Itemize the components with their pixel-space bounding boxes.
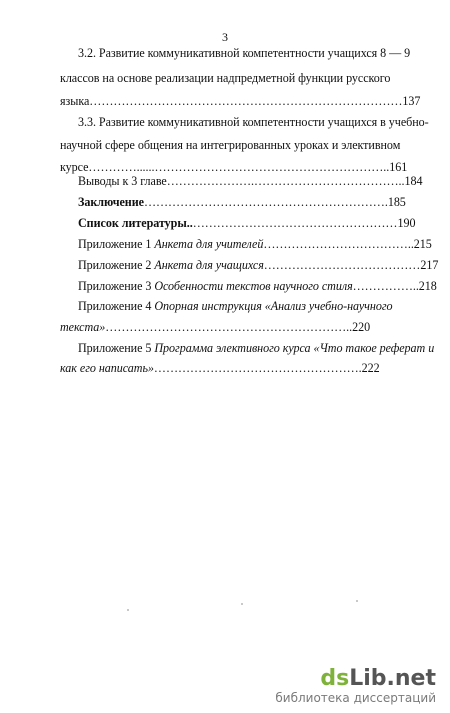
- watermark-logo-lib: Lib: [349, 666, 387, 691]
- appendix-2-dots: …………………………………217: [263, 258, 439, 272]
- toc-entry-3-2-line-1: 3.2. Развитие коммуникативной компетентности учащихся 8 — 9: [78, 46, 411, 60]
- watermark-subtitle: библиотека диссертаций: [275, 691, 436, 705]
- appendix-1-prefix: Приложение 1: [78, 237, 155, 251]
- appendix-5-title-part2: как его написать»: [60, 361, 154, 375]
- appendix-3-dots: ……………..218: [352, 279, 437, 293]
- toc-entry-conclusion: [78, 195, 406, 210]
- appendix-4-title-part1: Опорная инструкция «Анализ учебно-научного: [154, 299, 393, 313]
- toc-entry-bibliography: [78, 216, 416, 231]
- toc-entry-3-3-line-2: научной сфере общения на интегрированных уроках и элективном: [60, 138, 401, 152]
- scan-speck: [356, 600, 358, 602]
- toc-entry-appendix-5-line-2: [60, 361, 388, 376]
- appendix-3-prefix: Приложение 3: [78, 279, 155, 293]
- watermark: [275, 667, 436, 705]
- watermark-logo-ds: ds: [320, 666, 350, 691]
- toc-entry-3-3-line-1: 3.3. Развитие коммуникативной компетентности учащихся в учебно-: [78, 115, 429, 129]
- appendix-5-prefix: Приложение 5: [78, 341, 155, 355]
- conclusion-label: Заключение: [78, 195, 144, 209]
- appendix-4-dots: ……………………………………………………..220: [105, 320, 371, 334]
- bibliography-label: Список литературы..: [78, 216, 193, 230]
- appendix-5-dots: …………………………………………….222: [153, 361, 380, 375]
- toc-entry-appendix-3: [78, 279, 437, 294]
- watermark-logo: [275, 667, 436, 691]
- toc-entry-appendix-2: [78, 258, 439, 273]
- appendix-4-title-part2: текста»: [60, 320, 106, 334]
- toc-entry-appendix-1: [78, 237, 432, 252]
- toc-entry-appendix-4-line-1: [78, 299, 393, 314]
- scan-speck: [241, 603, 243, 605]
- toc-entry-appendix-5-line-1: [78, 341, 435, 356]
- appendix-4-prefix: Приложение 4: [78, 299, 155, 313]
- scan-speck: [127, 609, 129, 611]
- appendix-1-dots: ………………………………..215: [263, 237, 432, 251]
- appendix-2-title: Анкета для учащихся: [154, 258, 264, 272]
- appendix-5-title-part1: Программа элективного курса «Что такое реферат и: [154, 341, 435, 355]
- bibliography-dots: ……………………………………………190: [192, 216, 416, 230]
- toc-entry-appendix-4-line-2: [60, 320, 388, 335]
- appendix-3-title: Особенности текстов научного стиля: [154, 279, 353, 293]
- page-number: 3: [222, 30, 228, 44]
- toc-entry-3-2-line-3: языка……………………………………………………………………137: [60, 94, 421, 108]
- toc-entry-3-3-line-3: курсе…………......…………………………………………………..161: [60, 160, 408, 174]
- toc-entry-conclusions-ch3: Выводы к 3 главе………………….………………………………..184: [78, 174, 423, 188]
- conclusion-dots: …………………………………………………….185: [143, 195, 406, 209]
- appendix-2-prefix: Приложение 2: [78, 258, 155, 272]
- toc-entry-3-2-line-2: классов на основе реализации надпредметной функции русского: [60, 71, 391, 85]
- appendix-1-title: Анкета для учителей: [154, 237, 264, 251]
- watermark-logo-net: .net: [386, 666, 436, 691]
